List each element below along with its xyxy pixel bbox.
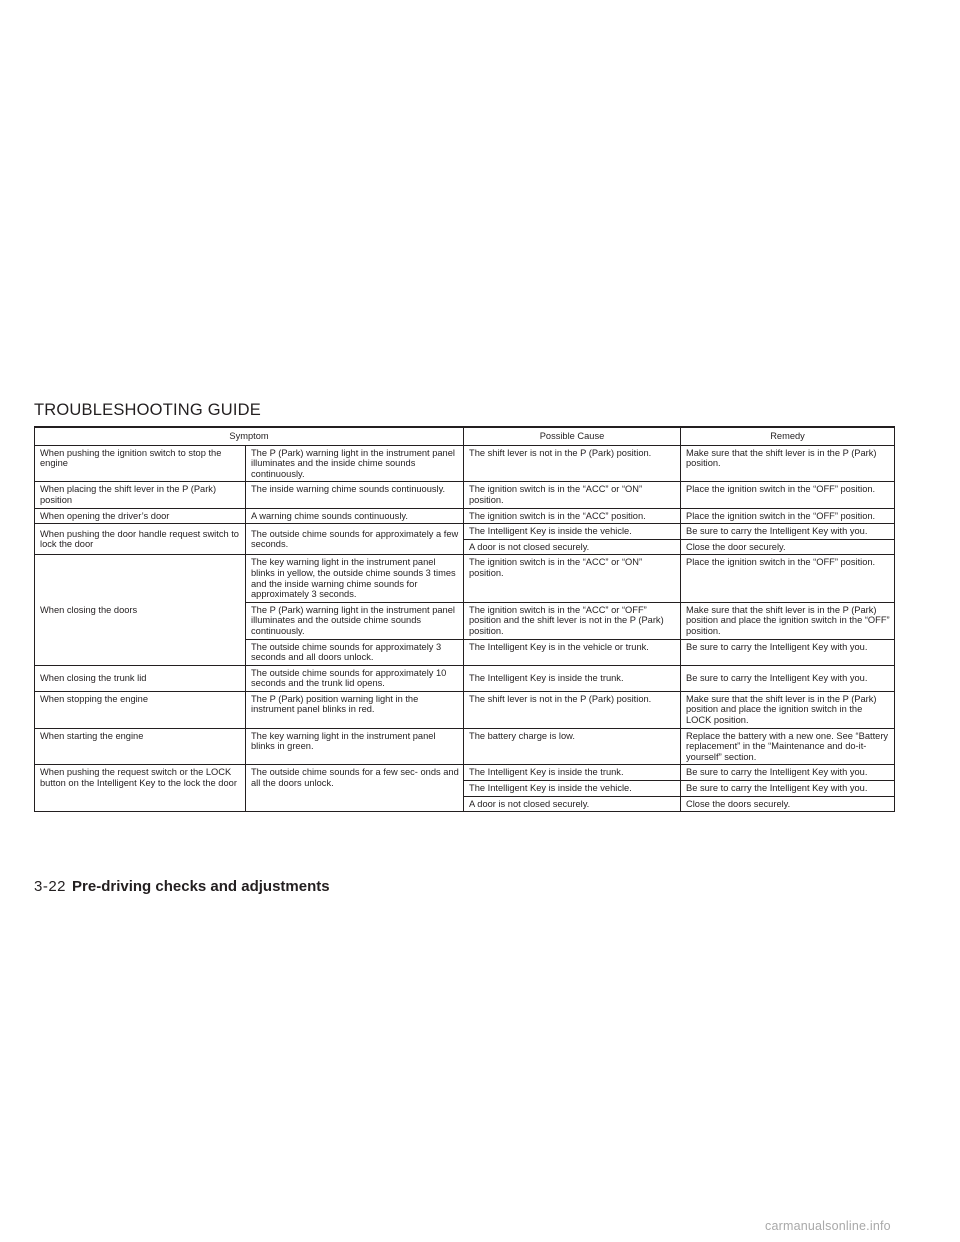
cause-cell: The Intelligent Key is inside the trunk. [464, 665, 681, 691]
indicator-cell: The P (Park) warning light in the instrument panel illuminates and the inside chime sounds continuously. [246, 445, 464, 482]
remedy-cell: Make sure that the shift lever is in the P (Park) position. [681, 445, 895, 482]
indicator-cell: The outside chime sounds for a few sec- onds and all the doors unlock. [246, 765, 464, 812]
cause-cell: The Intelligent Key is inside the vehicle. [464, 524, 681, 540]
page-footer [34, 878, 330, 895]
cause-cell: The Intelligent Key is in the vehicle or trunk. [464, 639, 681, 665]
table-row [35, 728, 895, 765]
remedy-cell: Make sure that the shift lever is in the P (Park) position and place the ignition switch in the LOCK position. [681, 691, 895, 728]
indicator-cell: The outside chime sounds for approximately a few seconds. [246, 524, 464, 555]
indicator-cell: The P (Park) position warning light in the instrument panel blinks in red. [246, 691, 464, 728]
table-row [35, 765, 895, 781]
remedy-cell: Place the ignition switch in the “OFF” position. [681, 482, 895, 508]
remedy-cell: Close the doors securely. [681, 796, 895, 812]
page-number: 3-22 [34, 878, 67, 895]
table-row [35, 445, 895, 482]
cause-cell: A door is not closed securely. [464, 539, 681, 555]
cause-cell: The Intelligent Key is inside the vehicle. [464, 781, 681, 797]
table-row [35, 555, 895, 602]
remedy-cell: Place the ignition switch in the “OFF” position. [681, 555, 895, 602]
table-row [35, 524, 895, 540]
symptom-cell: When placing the shift lever in the P (Park) position [35, 482, 246, 508]
cause-cell: The ignition switch is in the “ACC” or “OFF” position and the shift lever is not in the P (Park) position. [464, 602, 681, 639]
cause-cell: The shift lever is not in the P (Park) position. [464, 691, 681, 728]
indicator-cell: The outside chime sounds for approximately 10 seconds and the trunk lid opens. [246, 665, 464, 691]
symptom-cell: When stopping the engine [35, 691, 246, 728]
cause-cell: The ignition switch is in the “ACC” or “ON” position. [464, 555, 681, 602]
indicator-cell: The key warning light in the instrument panel blinks in green. [246, 728, 464, 765]
remedy-cell: Be sure to carry the Intelligent Key with you. [681, 639, 895, 665]
remedy-cell: Place the ignition switch in the “OFF” position. [681, 508, 895, 524]
remedy-cell: Replace the battery with a new one. See “Battery replacement” in the “Maintenance and do-it-yourself” section. [681, 728, 895, 765]
chapter-title: Pre-driving checks and adjustments [72, 878, 330, 895]
indicator-cell: The outside chime sounds for approximately 3 seconds and all doors unlock. [246, 639, 464, 665]
indicator-cell: The key warning light in the instrument panel blinks in yellow, the outside chime sounds 3 times and the inside warning chime sounds for approximately 3 seconds. [246, 555, 464, 602]
remedy-cell: Make sure that the shift lever is in the P (Park) position and place the ignition switch in the “OFF” position. [681, 602, 895, 639]
cause-cell: The ignition switch is in the “ACC” or “ON” position. [464, 482, 681, 508]
remedy-cell: Close the door securely. [681, 539, 895, 555]
table-row [35, 691, 895, 728]
indicator-cell: A warning chime sounds continuously. [246, 508, 464, 524]
indicator-cell: The inside warning chime sounds continuously. [246, 482, 464, 508]
table-row [35, 482, 895, 508]
header-possible-cause: Possible Cause [464, 427, 681, 445]
cause-cell: The ignition switch is in the “ACC” position. [464, 508, 681, 524]
symptom-cell: When starting the engine [35, 728, 246, 765]
troubleshooting-table [34, 426, 895, 812]
symptom-cell: When opening the driver’s door [35, 508, 246, 524]
section-title: TROUBLESHOOTING GUIDE [34, 401, 261, 419]
remedy-cell: Be sure to carry the Intelligent Key with you. [681, 765, 895, 781]
cause-cell: The Intelligent Key is inside the trunk. [464, 765, 681, 781]
remedy-cell: Be sure to carry the Intelligent Key with you. [681, 665, 895, 691]
table-row [35, 508, 895, 524]
header-remedy: Remedy [681, 427, 895, 445]
cause-cell: The battery charge is low. [464, 728, 681, 765]
watermark: carmanualsonline.info [765, 1219, 891, 1233]
symptom-cell: When pushing the request switch or the LOCK button on the Intelligent Key to the lock the door [35, 765, 246, 812]
remedy-cell: Be sure to carry the Intelligent Key with you. [681, 781, 895, 797]
symptom-cell: When pushing the door handle request switch to lock the door [35, 524, 246, 555]
indicator-cell: The P (Park) warning light in the instrument panel illuminates and the outside chime sounds continuously. [246, 602, 464, 639]
cause-cell: The shift lever is not in the P (Park) position. [464, 445, 681, 482]
symptom-cell: When closing the doors [35, 555, 246, 665]
table-row [35, 665, 895, 691]
header-symptom: Symptom [35, 427, 464, 445]
remedy-cell: Be sure to carry the Intelligent Key with you. [681, 524, 895, 540]
symptom-cell: When closing the trunk lid [35, 665, 246, 691]
symptom-cell: When pushing the ignition switch to stop the engine [35, 445, 246, 482]
cause-cell: A door is not closed securely. [464, 796, 681, 812]
table-header-row [35, 427, 895, 445]
